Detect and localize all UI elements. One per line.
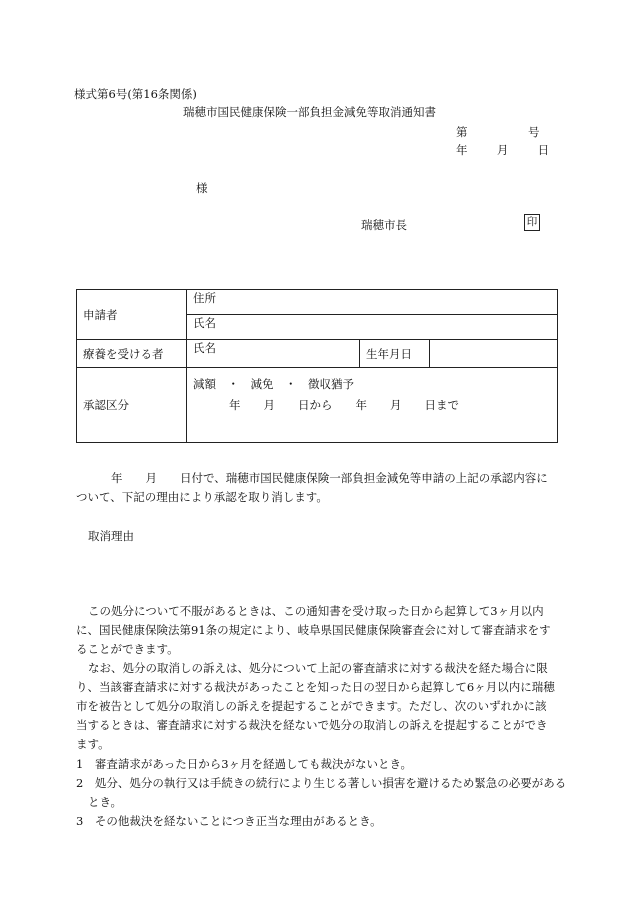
patient-name-label: 氏名 <box>193 341 216 355</box>
date-day: 日 <box>537 143 550 157</box>
appeal-notice: この処分について不服があるときは、この通知書を受け取った日から起算して3ヶ月以内に、国民健康保険法第91条の規定により、岐阜県国民健康保険審査会に対して審査請求をすることができます。 <box>76 604 551 656</box>
cancellation-notice: 年 月 日付で、瑞穂市国民健康保険一部負担金減免等申請の上記の承認内容について、下記の理由により承認を取り消します。 <box>76 471 548 504</box>
exception-item-1: 1 審査請求があった日から3ヶ月を経過しても裁決がないとき。 <box>76 757 413 771</box>
issue-date <box>456 142 549 158</box>
address-label: 住所 <box>193 291 216 305</box>
address-field <box>187 290 558 315</box>
exception-item-3: 3 その他裁決を経ないことにつき正当な理由があるとき。 <box>76 814 382 828</box>
name-label: 氏名 <box>193 316 216 330</box>
seal-mark <box>524 214 540 231</box>
lawsuit-notice: なお、処分の取消しの訴えは、処分について上記の審査請求に対する裁決を経た場合に限り、当該審査請求に対する裁決があったことを知った日の翌日から起算して6ヶ月以内に瑞穂市を被告として処分の取消しの訴えを提起することができます。ただし、次のいずれかに該当するときは、審査請求に対する裁決を経ないで処分の取消しの訴えを提起することができます。 <box>76 661 555 751</box>
approval-field <box>187 368 558 443</box>
date-month: 月 <box>496 143 509 157</box>
application-table <box>76 289 558 443</box>
approval-period: 年 月 日から 年 月 日まで <box>229 398 459 412</box>
approval-label: 承認区分 <box>77 368 187 443</box>
document-title: 瑞穂市国民健康保険一部負担金減免等取消通知書 <box>183 105 436 119</box>
applicant-label: 申請者 <box>77 290 187 340</box>
reason-label: 取消理由 <box>88 529 134 543</box>
issuer-name: 瑞穂市長 <box>361 218 407 232</box>
form-number: 様式第6号(第16条関係) <box>74 87 197 101</box>
date-year: 年 <box>456 143 468 157</box>
number-suffix: 号 <box>528 125 540 139</box>
applicant-name-field <box>187 315 558 340</box>
seal-text: 印 <box>526 216 538 228</box>
exception-item-2: 2 処分、処分の執行又は手続きの続行により生じる著しい損害を避けるため緊急の必要があるとき。 <box>76 776 567 809</box>
approval-options: 減額 ・ 減免 ・ 徴収猶予 <box>193 377 354 391</box>
birthdate-label: 生年月日 <box>360 340 430 368</box>
birthdate-field <box>430 340 558 368</box>
number-prefix: 第 <box>456 125 468 139</box>
patient-name-field <box>187 340 360 368</box>
patient-label: 療養を受ける者 <box>77 340 187 368</box>
addressee-suffix: 様 <box>196 181 208 195</box>
